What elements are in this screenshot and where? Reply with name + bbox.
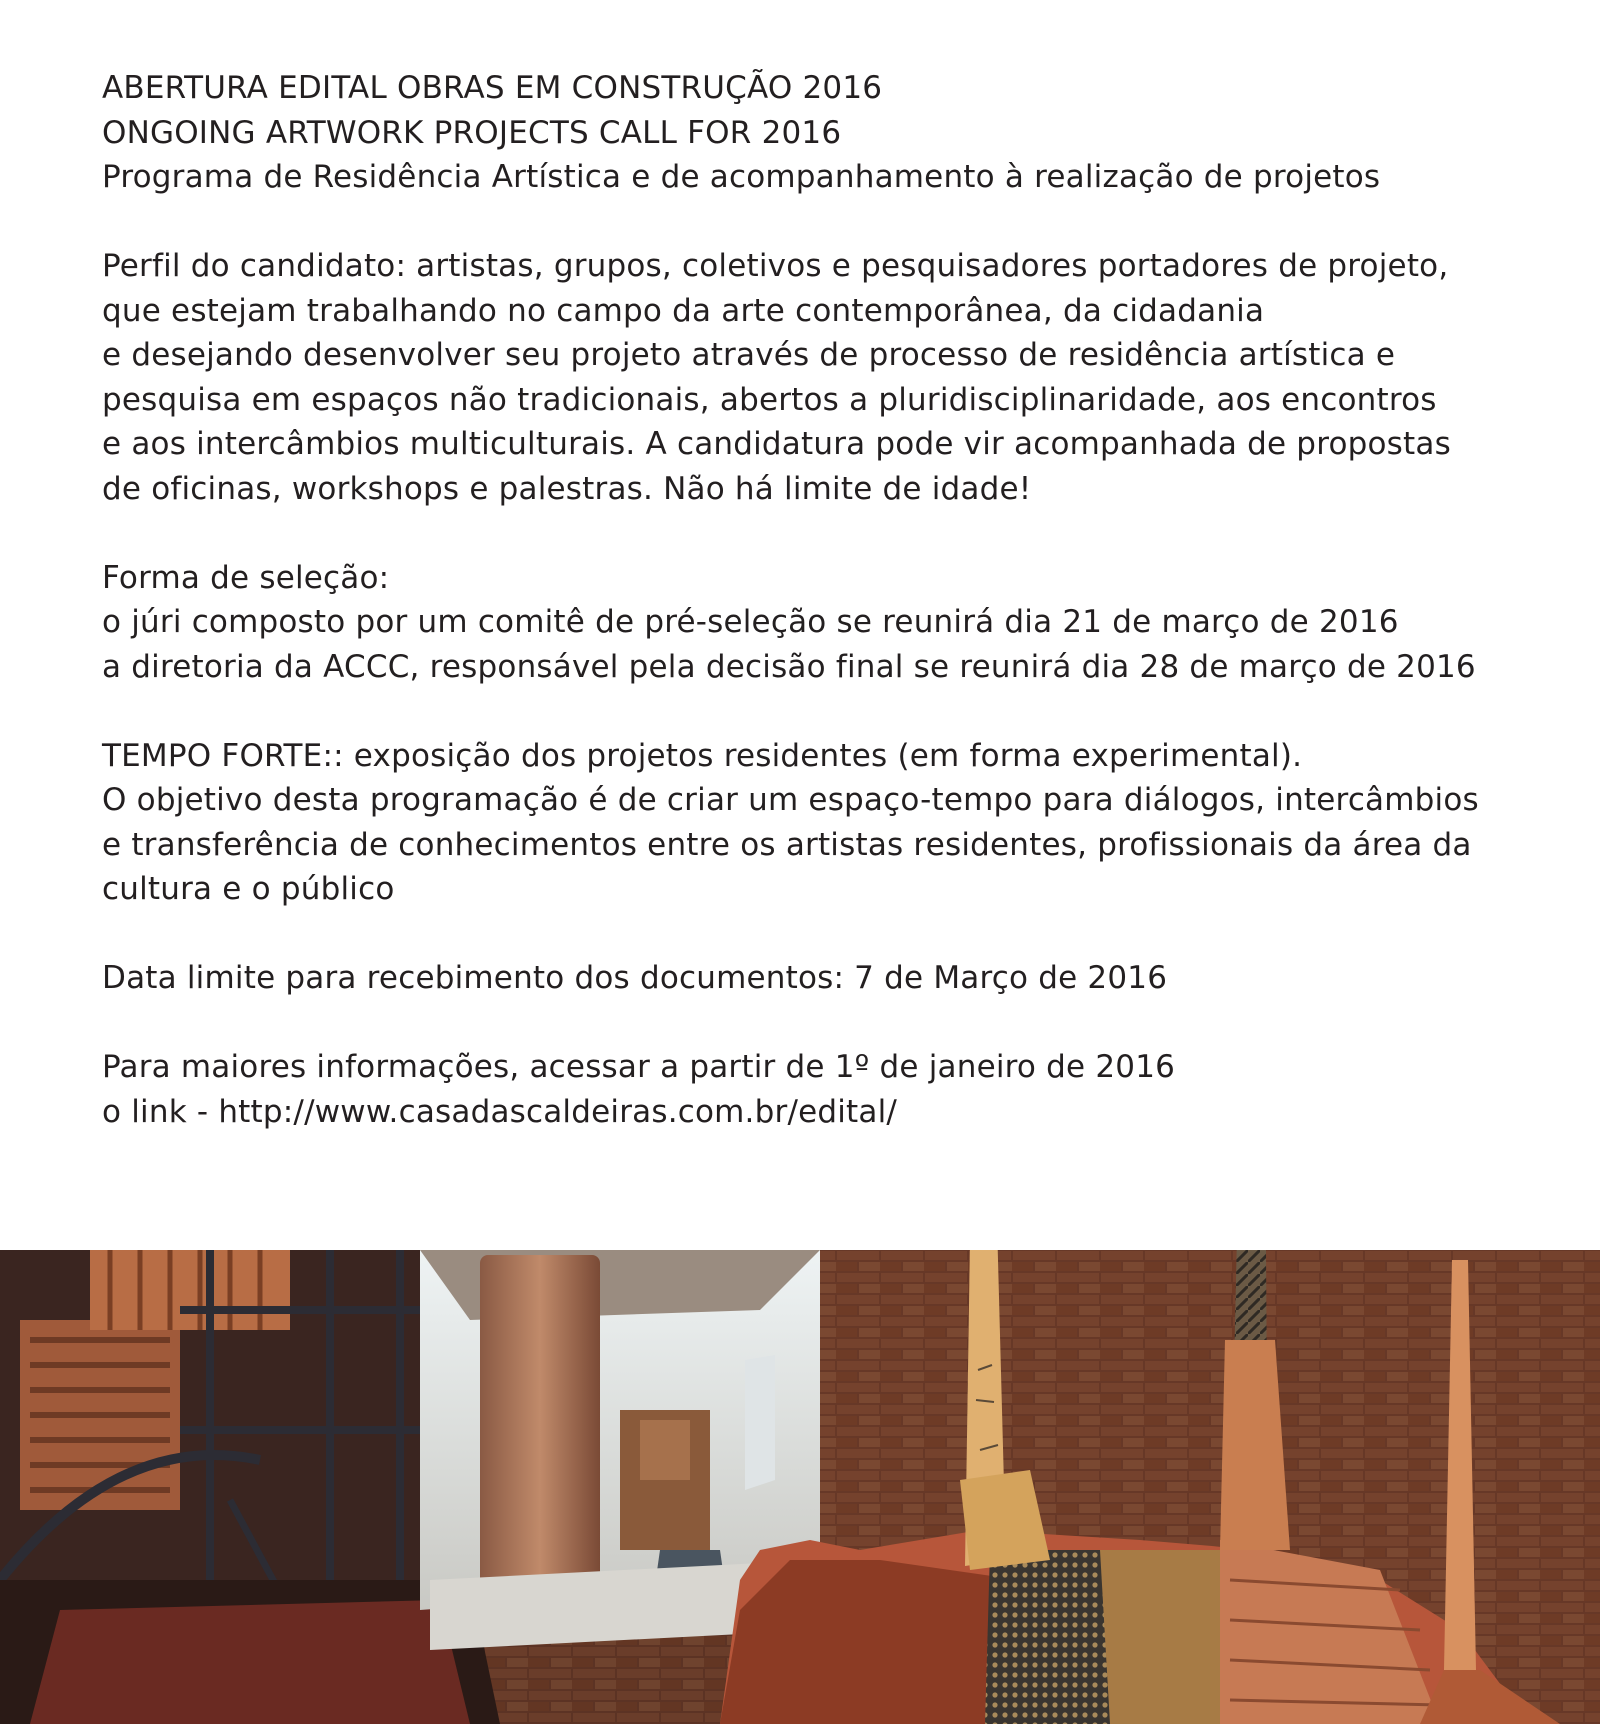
tempo-forte-line: O objetivo desta programação é de criar um espaço-tempo para diálogos, intercâmbios	[102, 782, 1479, 818]
hall-window	[745, 1355, 775, 1490]
collage-illustration	[0, 1250, 1600, 1724]
profile-line: e desejando desenvolver seu projeto através de processo de residência artística e	[102, 337, 1396, 373]
tempo-forte-line: cultura e o público	[102, 871, 395, 907]
tempo-forte-line: TEMPO FORTE:: exposição dos projetos residentes (em forma experimental).	[102, 737, 1303, 774]
info-link[interactable]: o link - http://www.casadascaldeiras.com.br/edital/	[102, 1093, 898, 1130]
profile-line: Perfil do candidato: artistas, grupos, coletivos e pesquisadores portadores de projeto,	[102, 248, 1449, 284]
profile-line: que estejam trabalhando no campo da arte contemporânea, da cidadania	[102, 292, 1265, 329]
deadline: Data limite para recebimento dos documentos: 7 de Março de 2016	[102, 960, 1168, 996]
call-text	[102, 66, 1562, 1134]
selection-line: o júri composto por um comitê de pré-seleção se reunirá dia 21 de março de 2016	[102, 604, 1399, 640]
title-portuguese: ABERTURA EDITAL OBRAS EM CONSTRUÇÃO 2016	[102, 70, 883, 106]
red-railing	[30, 1600, 470, 1724]
textured-panel	[1100, 1550, 1240, 1724]
tempo-forte-line: e transferência de conhecimentos entre os artistas residentes, profissionais da área da	[102, 826, 1472, 863]
profile-line: de oficinas, workshops e palestras. Não há limite de idade!	[102, 470, 1032, 507]
selection-line: a diretoria da ACCC, responsável pela decisão final se reunirá dia 28 de março de 2016	[102, 648, 1476, 685]
profile-line: pesquisa em espaços não tradicionais, abertos a pluridisciplinaridade, aos encontros	[102, 381, 1437, 418]
venue-photo-collage	[0, 1250, 1600, 1724]
title-english: ONGOING ARTWORK PROJECTS CALL FOR 2016	[102, 114, 842, 151]
profile-line: e aos intercâmbios multiculturais. A candidatura pode vir acompanhada de propostas	[102, 426, 1451, 462]
brick-column	[480, 1255, 600, 1590]
subtitle: Programa de Residência Artística e de acompanhamento à realização de projetos	[102, 159, 1381, 195]
selection-heading: Forma de seleção:	[102, 559, 390, 596]
info-line: Para maiores informações, acessar a partir de 1º de janeiro de 2016	[102, 1049, 1176, 1085]
